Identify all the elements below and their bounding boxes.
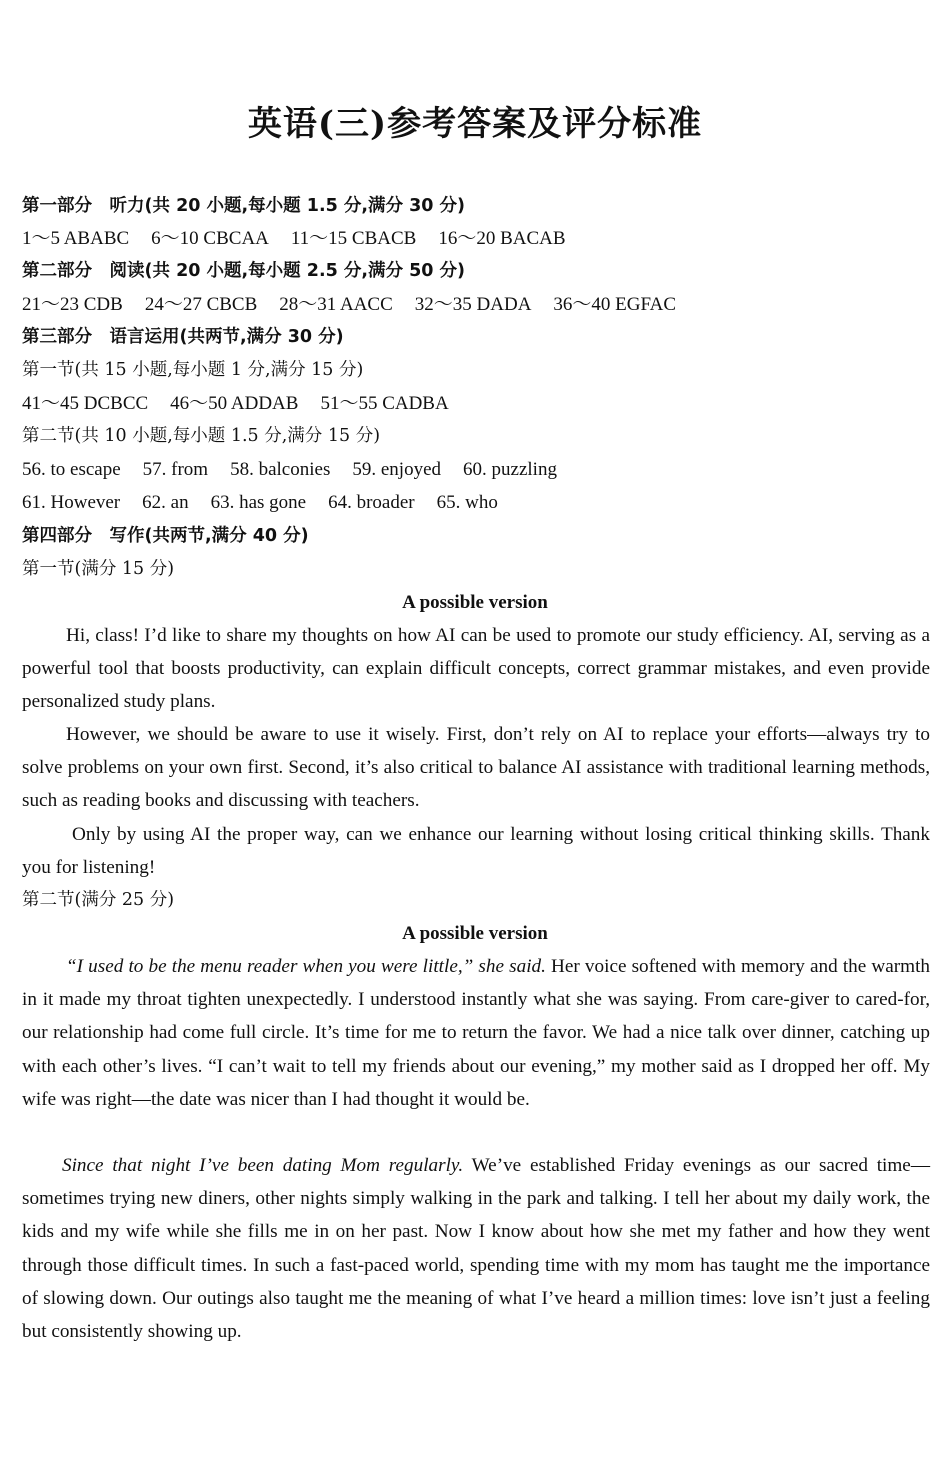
answer-group: 6～10 CBCAA <box>151 228 269 249</box>
part4-heading: 第四部分 写作(共两节,满分 40 分) <box>22 526 309 546</box>
answer-item: 60. puzzling <box>463 459 557 480</box>
answer-group: 16～20 BACAB <box>438 228 566 249</box>
italic-quote: “I used to be the menu reader when you were little,” she said. <box>66 956 546 977</box>
part4-section1-heading: 第一节(满分 15 分) <box>22 559 175 579</box>
answer-group: 11～15 CBACB <box>290 228 417 249</box>
essay1-paragraph: However, we should be aware to use it wisely. First, don’t rely on AI to replace your efforts—always try to solve problems on your own first. Second, it’s also critical to balance AI assistance with traditional learning methods, such as reading books and discussing with teachers. <box>22 724 930 812</box>
part3-section2-answers-row2 <box>22 486 930 519</box>
answer-group: 24～27 CBCB <box>144 294 258 315</box>
page-title: 英语(三)参考答案及评分标准 <box>247 104 703 144</box>
essay2-paragraph <box>22 1149 930 1348</box>
answer-group: 51～55 CADBA <box>320 393 449 414</box>
answer-group: 28～31 AACC <box>279 294 393 315</box>
answer-group: 1～5 ABABC <box>22 228 130 249</box>
essay1-paragraph: Only by using AI the proper way, can we enhance our learning without losing critical thinking skills. Thank you for listening! <box>22 824 930 879</box>
answer-item: 58. balconies <box>230 459 331 480</box>
version-label: A possible version <box>402 923 548 944</box>
essay1-paragraph: Hi, class! I’d like to share my thoughts on how AI can be used to promote our study efficiency. AI, serving as a powerful tool that boosts productivity, can explain difficult concepts, correct grammar mistakes, and even provide personalized study plans. <box>22 625 930 713</box>
answer-group: 41～45 DCBCC <box>22 393 149 414</box>
answer-item: 56. to escape <box>22 459 121 480</box>
italic-lead: Since that night I’ve been dating Mom regularly. <box>62 1155 464 1176</box>
answer-item: 59. enjoyed <box>352 459 442 480</box>
answer-item: 63. has gone <box>210 492 307 513</box>
paragraph-text: Her voice softened with memory and the warmth in it made my throat tighten unexpectedly. I understood instantly what she was saying. From care-giver to cared-for, our relationship had come full circle. It’s time for me to return the favor. We had a nice talk over dinner, catching up with each other’s lives. “I can’t wait to tell my friends about our evening,” my mother said as I dropped her off. My wife was right—the date was nicer than I had thought it would be. <box>22 956 930 1110</box>
answer-group: 36～40 EGFAC <box>553 294 677 315</box>
part3-section1-answers <box>22 387 930 420</box>
part3-section1-heading: 第一节(共 15 小题,每小题 1 分,满分 15 分) <box>22 360 364 380</box>
part3-section2-heading: 第二节(共 10 小题,每小题 1.5 分,满分 15 分) <box>22 426 381 446</box>
part2-answers <box>22 288 930 321</box>
answer-item: 57. from <box>142 459 209 480</box>
part1-answers <box>22 222 930 255</box>
paragraph-text: We’ve established Friday evenings as our sacred time—sometimes trying new diners, other nights simply walking in the park and talking. I tell her about my daily work, the kids and my wife while she fills me in on her past. Now I know about how she met my father and how they went through those difficult times. In such a fast-paced world, spending time with my mom has taught me the importance of slowing down. Our outings also taught me the meaning of what I’ve heard a million times: love isn’t just a feeling but consistently showing up. <box>22 1155 931 1343</box>
answer-item: 65. who <box>436 492 498 513</box>
answer-group: 21～23 CDB <box>22 294 123 315</box>
part3-section2-answers-row1 <box>22 453 930 486</box>
essay2-paragraph <box>22 950 930 1116</box>
answer-item: 62. an <box>142 492 189 513</box>
answer-group: 32～35 DADA <box>414 294 532 315</box>
part3-heading: 第三部分 语言运用(共两节,满分 30 分) <box>22 327 344 347</box>
part2-heading: 第二部分 阅读(共 20 小题,每小题 2.5 分,满分 50 分) <box>22 261 466 281</box>
answer-item: 64. broader <box>328 492 415 513</box>
version-label: A possible version <box>402 592 548 613</box>
answer-item: 61. However <box>22 492 121 513</box>
part4-section2-heading: 第二节(满分 25 分) <box>22 890 175 910</box>
answer-group: 46～50 ADDAB <box>170 393 299 414</box>
part1-heading: 第一部分 听力(共 20 小题,每小题 1.5 分,满分 30 分) <box>22 196 466 216</box>
